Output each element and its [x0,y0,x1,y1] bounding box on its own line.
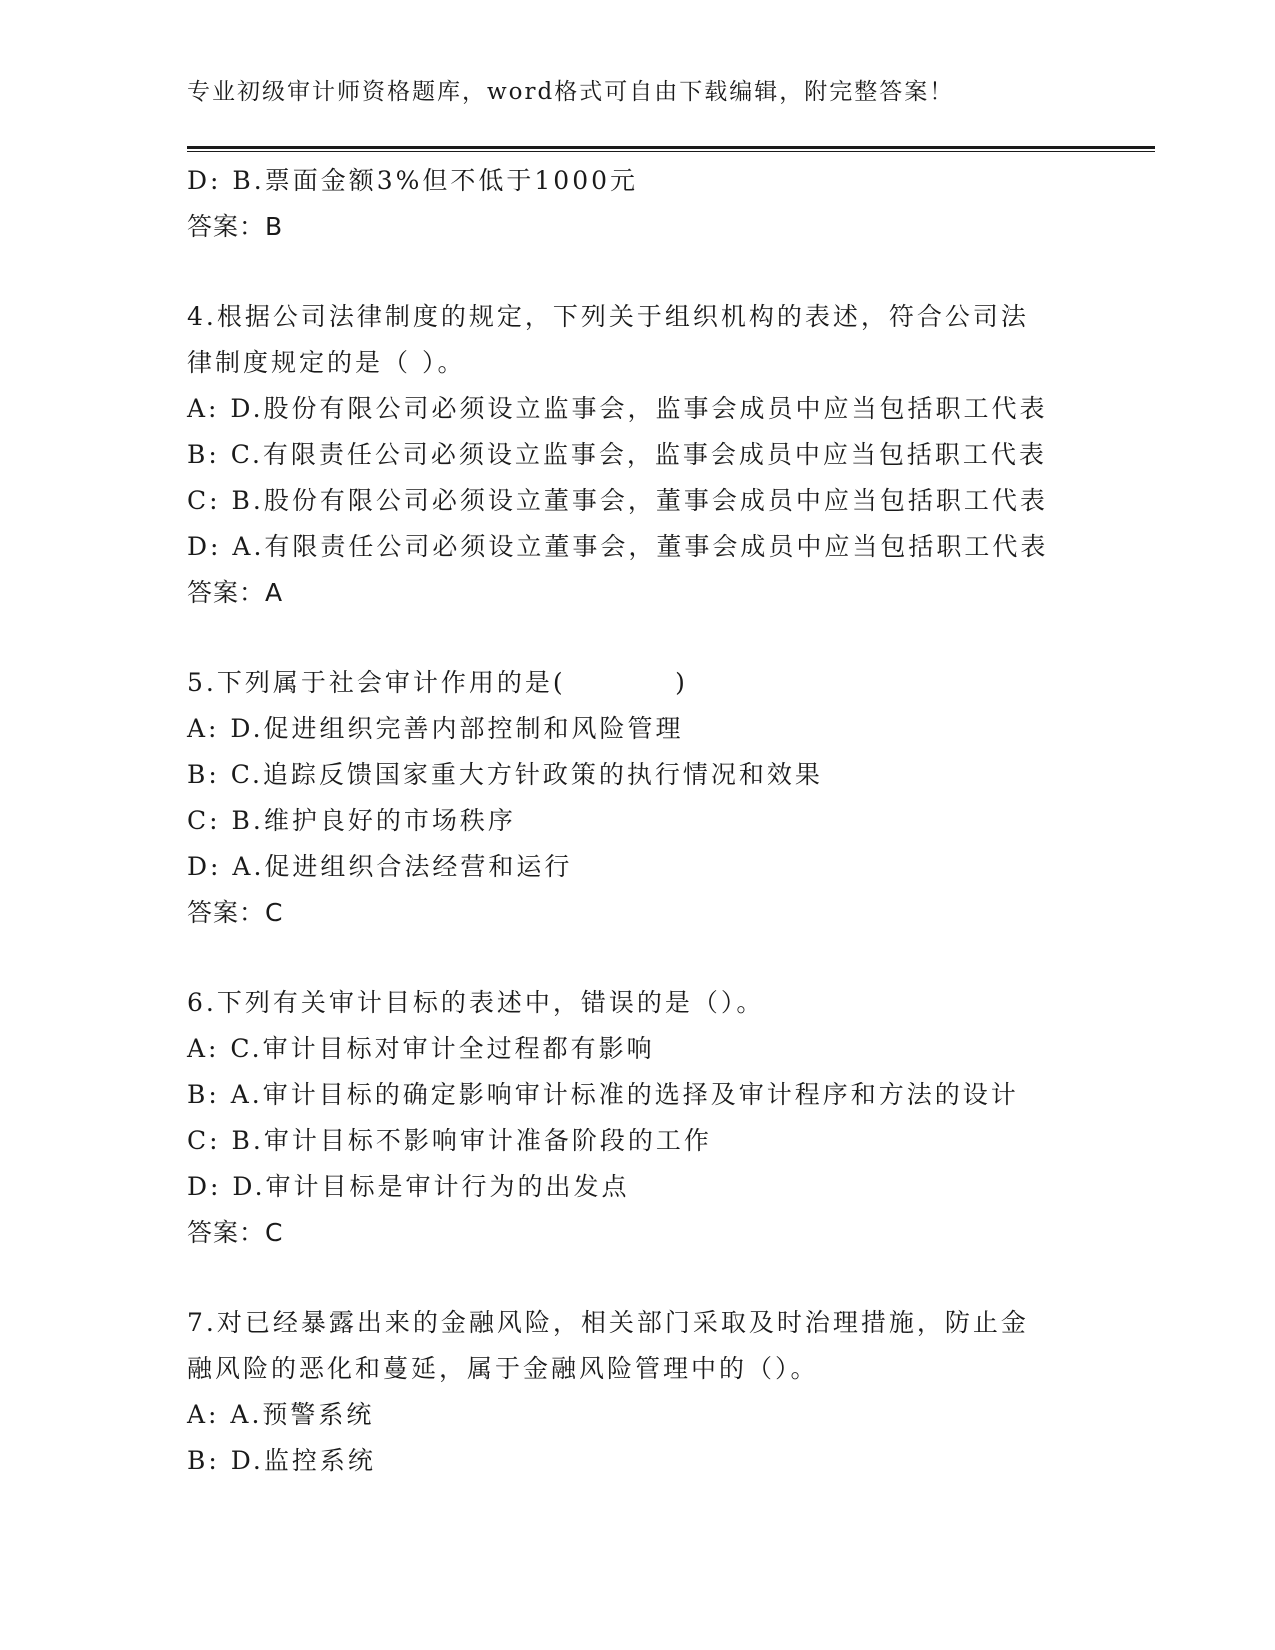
option-c: C: B.股份有限公司必须设立董事会，董事会成员中应当包括职工代表 [187,486,1048,515]
option-b: B: D.监控系统 [187,1446,376,1475]
question-stem: 4.根据公司法律制度的规定，下列关于组织机构的表述，符合公司法 [187,302,1029,331]
question-stem: 融风险的恶化和蔓延，属于金融风险管理中的（）。 [187,1354,819,1383]
page-header: 专业初级审计师资格题库，word格式可自由下载编辑，附完整答案！ [187,79,955,105]
spacer [187,250,1087,294]
option-b: B: A.审计目标的确定影响审计标准的选择及审计程序和方法的设计 [187,1080,1019,1109]
question-content [187,158,1087,1484]
option-d: D: D.审计目标是审计行为的出发点 [187,1172,630,1201]
option-d: D: A.有限责任公司必须设立董事会，董事会成员中应当包括职工代表 [187,532,1049,561]
answer-line: 答案：A [187,578,284,607]
question-stem: 7.对已经暴露出来的金融风险，相关部门采取及时治理措施，防止金 [187,1308,1029,1337]
header-divider-thin [187,151,1155,152]
answer-line: 答案：B [187,212,284,241]
option-c: C: B.维护良好的市场秩序 [187,806,516,835]
option-c: C: B.审计目标不影响审计准备阶段的工作 [187,1126,712,1155]
answer-line: 答案：C [187,898,284,927]
spacer [187,616,1087,660]
option-d: D: B.票面金额3%但不低于1000元 [187,166,639,195]
question-block [187,1300,1087,1484]
option-a: A: D.股份有限公司必须设立监事会，监事会成员中应当包括职工代表 [187,394,1048,423]
question-block [187,660,1087,936]
option-d: D: A.促进组织合法经营和运行 [187,852,573,881]
option-b: B: C.有限责任公司必须设立监事会，监事会成员中应当包括职工代表 [187,440,1047,469]
question-stem: 律制度规定的是（ ）。 [187,348,466,377]
question-stem: 5.下列属于社会审计作用的是( ) [187,668,688,697]
spacer [187,1256,1087,1300]
question-stem: 6.下列有关审计目标的表述中，错误的是（）。 [187,988,765,1017]
header-divider-thick [187,146,1155,149]
question-block [187,980,1087,1256]
spacer [187,936,1087,980]
question-block [187,294,1087,616]
answer-line: 答案：C [187,1218,284,1247]
option-a: A: A.预警系统 [187,1400,375,1429]
option-a: A: D.促进组织完善内部控制和风险管理 [187,714,684,743]
option-a: A: C.审计目标对审计全过程都有影响 [187,1034,655,1063]
option-b: B: C.追踪反馈国家重大方针政策的执行情况和效果 [187,760,823,789]
